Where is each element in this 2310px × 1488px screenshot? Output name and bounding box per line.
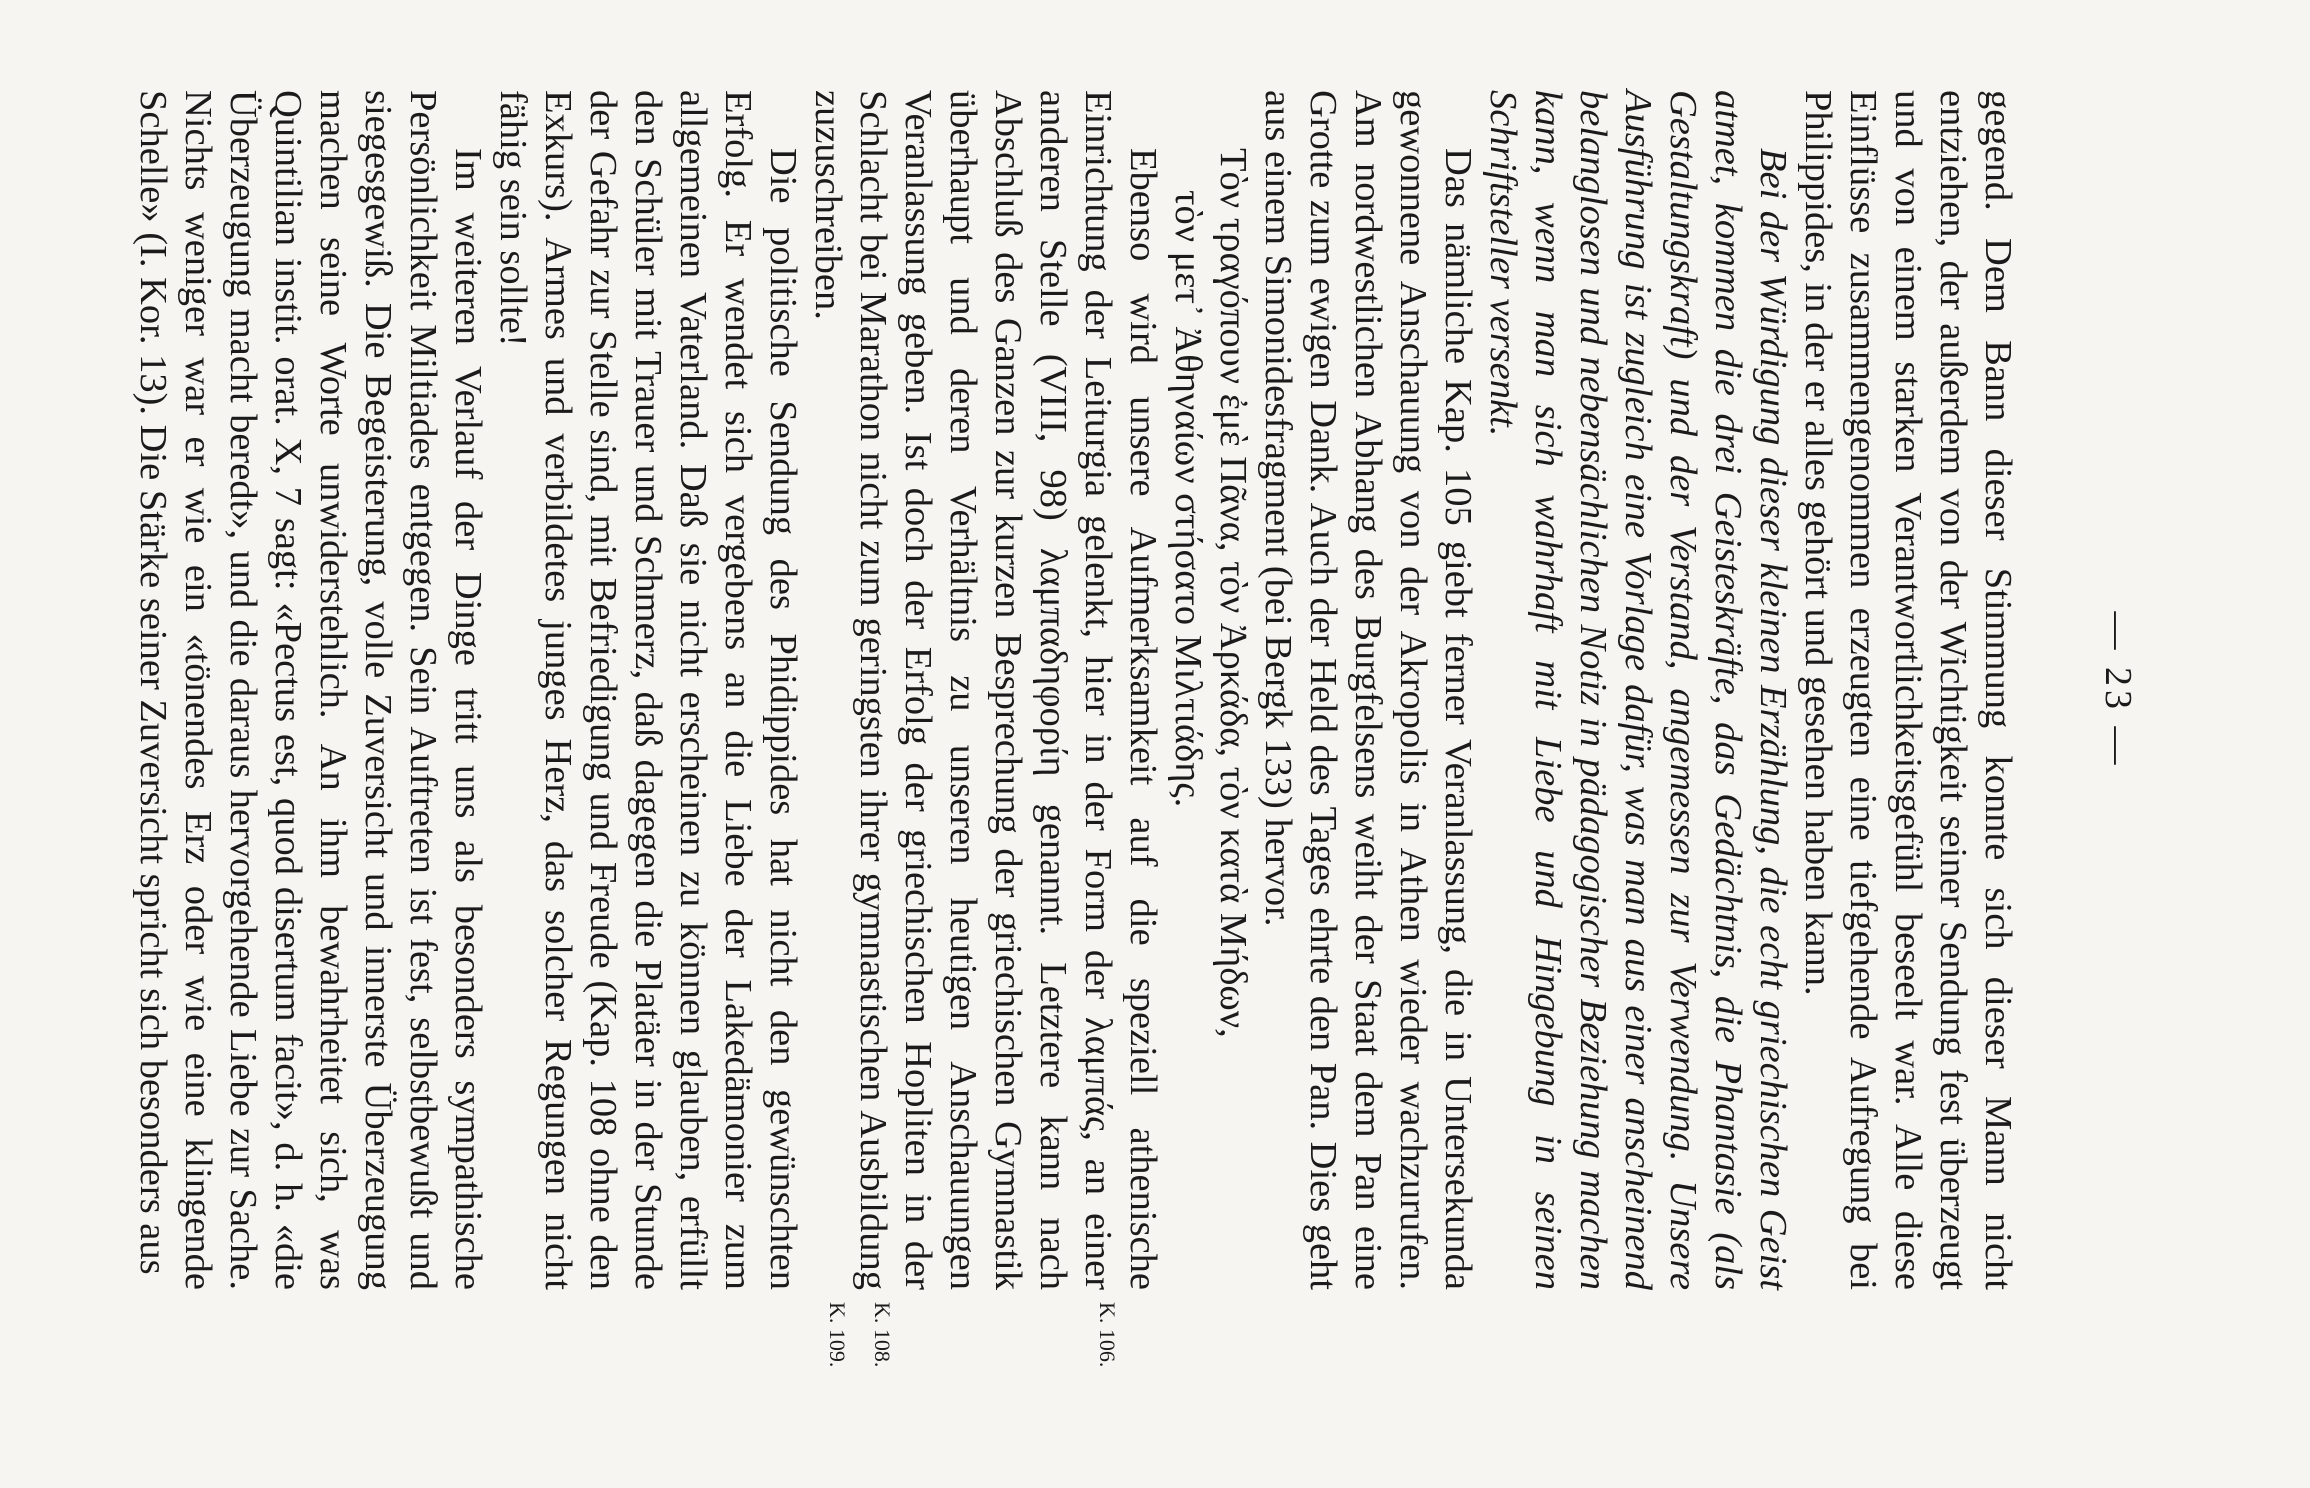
margin-note-k109: K. 109. xyxy=(825,1302,850,1368)
paragraph-5: Die politische Sendung des Phidippides hat nicht den gewünschten Erfolg. Er wendet sich vergebens an die Liebe der Lakedämonier zum allgemeinen Vaterland. Daß sie nicht erscheinen zu können glauben, erfüllt den Schüler mit Trauer und Schmerz, daß dagegen die Platäer in der Stunde der Gefahr zur Stelle sind, mit Befriedigung und Freude (Kap. 108 ohne den Exkurs). Armes und verbildetes junges Herz, das solcher Regungen nicht fähig sein sollte! xyxy=(492,90,804,1290)
body-text xyxy=(130,90,2020,1290)
margin-note-k106: K. 106. xyxy=(1095,1302,1120,1368)
margin-note-k108: K. 108. xyxy=(870,1302,895,1368)
paragraph-1: gegend. Dem Bann dieser Stimmung konnte sich dieser Mann nicht entziehen, der außerdem von der Wichtigkeit seiner Sendung fest überzeugt und von einem starken Verantwortlichkeitsgefühl beseelt war. Alle diese Einflüsse zusammengenommen erzeugten eine tiefgehende Aufregung bei Philippides, in der er alles gehört und gesehen haben kann. xyxy=(1797,90,2019,1290)
page-number: — 23 — xyxy=(2097,611,2139,769)
greek-verse-line-1: Τὸν τραγόπουν ἐμὲ Πᾶνα, τὸν Ἀρκάδα, τὸν κατὰ Μήδων, xyxy=(1212,148,1254,1038)
paragraph-2: Bei der Würdigung dieser kleinen Erzählung, die echt griechischen Geist atmet, kommen die drei Geisteskräfte, das Gedächtnis, die Phantasie (als Gestaltungskraft) und der Verstand, angemessen zur Verwendung. Unsere Ausführung ist zugleich eine Vorlage dafür, was man aus einer anscheinend belanglosen und nebensächlichen Notiz in pädagogischer Beziehung machen kann, wenn man sich wahrhaft mit Liebe und Hingebung in seinen Schriftsteller versenkt. xyxy=(1482,90,1794,1290)
paragraph-4: Ebenso wird unsere Aufmerksamkeit auf die speziell athenische Einrichtung der Leiturgia gelenkt, hier in der Form der λαμπάς, an einer anderen Stelle (VIII, 98) λαμπαδηφορίη genannt. Letztere kann nach Abschluß des Ganzen zur kurzen Besprechung der griechischen Gymnastik überhaupt und deren Verhältnis zu unseren heutigen Anschauungen Veranlassung geben. Ist doch der Erfolg der griechischen Hopliten in der Schlacht bei Marathon nicht zum geringsten ihrer gymnastischen Ausbildung zuzuschreiben. xyxy=(807,90,1164,1290)
document-page xyxy=(40,90,2200,1410)
greek-verse-line-2: τὸν μετ᾽ Ἀθηναίων στήσατο Μιλτιάδης. xyxy=(1167,190,1209,808)
paragraph-3: Das nämliche Kap. 105 giebt ferner Veranlassung, die in Untersekunda gewonnene Anschauung von der Akropolis in Athen wieder wachzurufen. Am nordwestlichen Abhang des Burgfelsens weiht der Staat dem Pan eine Grotte zum ewigen Dank. Auch der Held des Tages ehrte den Pan. Dies geht aus einem Simonidesfragment (bei Bergk 133) hervor. xyxy=(1257,90,1479,1290)
paragraph-6: Im weiteren Verlauf der Dinge tritt uns als besonders sympathische Persönlichkeit Miltiades entgegen. Sein Auftreten ist fest, selbstbewußt und siegesgewiß. Die Begeisterung, volle Zuversicht und innerste Überzeugung machen seine Worte unwiderstehlich. An ihm bewahrheitet sich, was Quintilian instit. orat. X, 7 sagt: «Pectus est, quod disertum facit», d. h. «die Überzeugung macht beredt», und die daraus hervorgehende Liebe zur Sache. Nichts weniger war er wie ein «tönendes Erz oder wie eine klingende Schelle» (I. Kor. 13). Die Stärke seiner Zuversicht spricht sich besonders aus xyxy=(132,90,489,1290)
